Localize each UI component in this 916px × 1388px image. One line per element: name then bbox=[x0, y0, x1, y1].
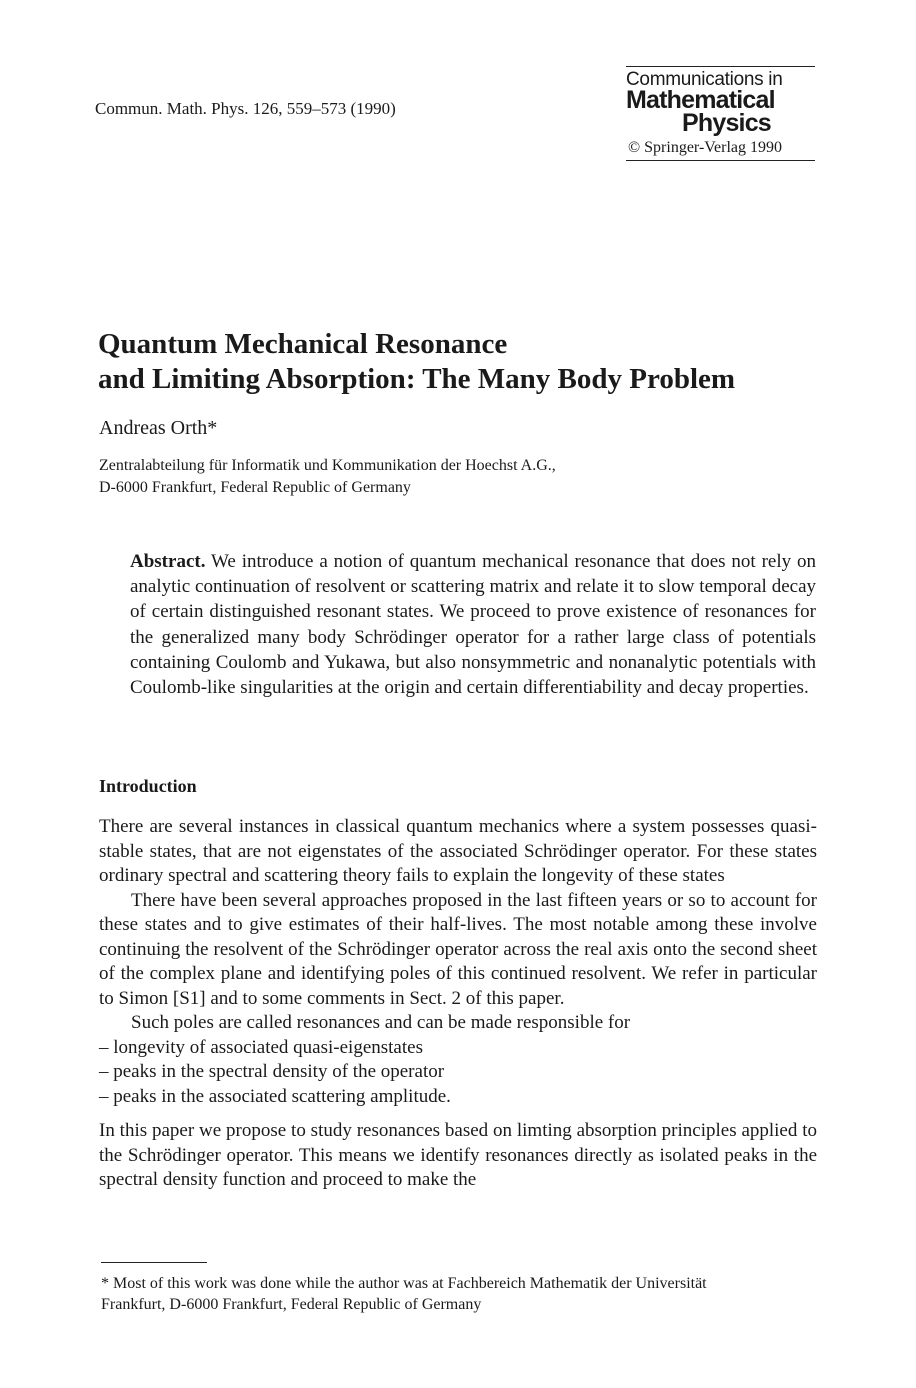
abstract-label: Abstract. bbox=[130, 551, 206, 572]
list-item: – longevity of associated quasi-eigenstates bbox=[99, 1036, 423, 1058]
paragraph: In this paper we propose to study resonances based on limting absorption principles applied to the Schrödinger operator. This means we identify resonances directly as isolated peaks in the spectral density function and proceed to make the bbox=[99, 1120, 817, 1190]
section-heading-introduction: Introduction bbox=[99, 776, 197, 796]
journal-masthead bbox=[626, 66, 815, 161]
citation: Commun. Math. Phys. 126, 559–573 (1990) bbox=[95, 99, 396, 118]
paragraph: There are several instances in classical quantum mechanics where a system possesses quasi-stable states, that are not eigenstates of the associated Schrödinger operator. For these states ordinary spectral and scattering theory fails to explain the longevity of these states bbox=[99, 816, 817, 886]
introduction-body bbox=[99, 815, 817, 1193]
publisher-copyright: © Springer-Verlag 1990 bbox=[628, 139, 783, 156]
author-affiliation bbox=[99, 455, 556, 499]
abstract bbox=[130, 549, 816, 700]
footnote-divider bbox=[101, 1262, 207, 1263]
footnote-line2: Frankfurt, D-6000 Frankfurt, Federal Republic of Germany bbox=[101, 1296, 482, 1313]
paragraph: Such poles are called resonances and can be made responsible for bbox=[131, 1012, 631, 1033]
journal-name-line1: Communications in bbox=[626, 69, 783, 90]
title-line2: and Limiting Absorption: The Many Body Problem bbox=[98, 363, 736, 395]
author-name: Andreas Orth* bbox=[99, 417, 218, 439]
journal-name-line2: Mathematical bbox=[626, 86, 775, 114]
footnote-line1: * Most of this work was done while the author was at Fachbereich Mathematik der Universität bbox=[101, 1275, 707, 1292]
paper-title bbox=[98, 327, 858, 397]
title-line1: Quantum Mechanical Resonance bbox=[98, 328, 508, 360]
abstract-text: We introduce a notion of quantum mechanical resonance that does not rely on analytic continuation of resolvent or scattering matrix and relate it to slow temporal decay of certain distinguished resonant states. We proceed to prove existence of resonances for the generalized many body Schrödinger operator for a rather large class of potentials containing Coulomb and Yukawa, but also nonsymmetric and nonanalytic potentials with Coulomb-like singularities at the origin and certain differentiability and decay properties. bbox=[130, 551, 816, 699]
paragraph: There have been several approaches proposed in the last fifteen years or so to account for these states and to give estimates of their half-lives. The most notable among these involve continuing the resolvent of the Schrödinger operator across the real axis onto the second sheet of the complex plane and identifying poles of this continued resolvent. We refer in particular to Simon [S1] and to some comments in Sect. 2 of this paper. bbox=[99, 889, 817, 1009]
footnote bbox=[101, 1273, 817, 1315]
affiliation-line1: Zentralabteilung für Informatik und Kommunikation der Hoechst A.G., bbox=[99, 457, 556, 474]
list-item: – peaks in the spectral density of the operator bbox=[99, 1061, 445, 1082]
journal-name-line3: Physics bbox=[682, 109, 771, 137]
affiliation-line2: D-6000 Frankfurt, Federal Republic of Germany bbox=[99, 479, 411, 496]
list-item: – peaks in the associated scattering amplitude. bbox=[99, 1085, 451, 1107]
